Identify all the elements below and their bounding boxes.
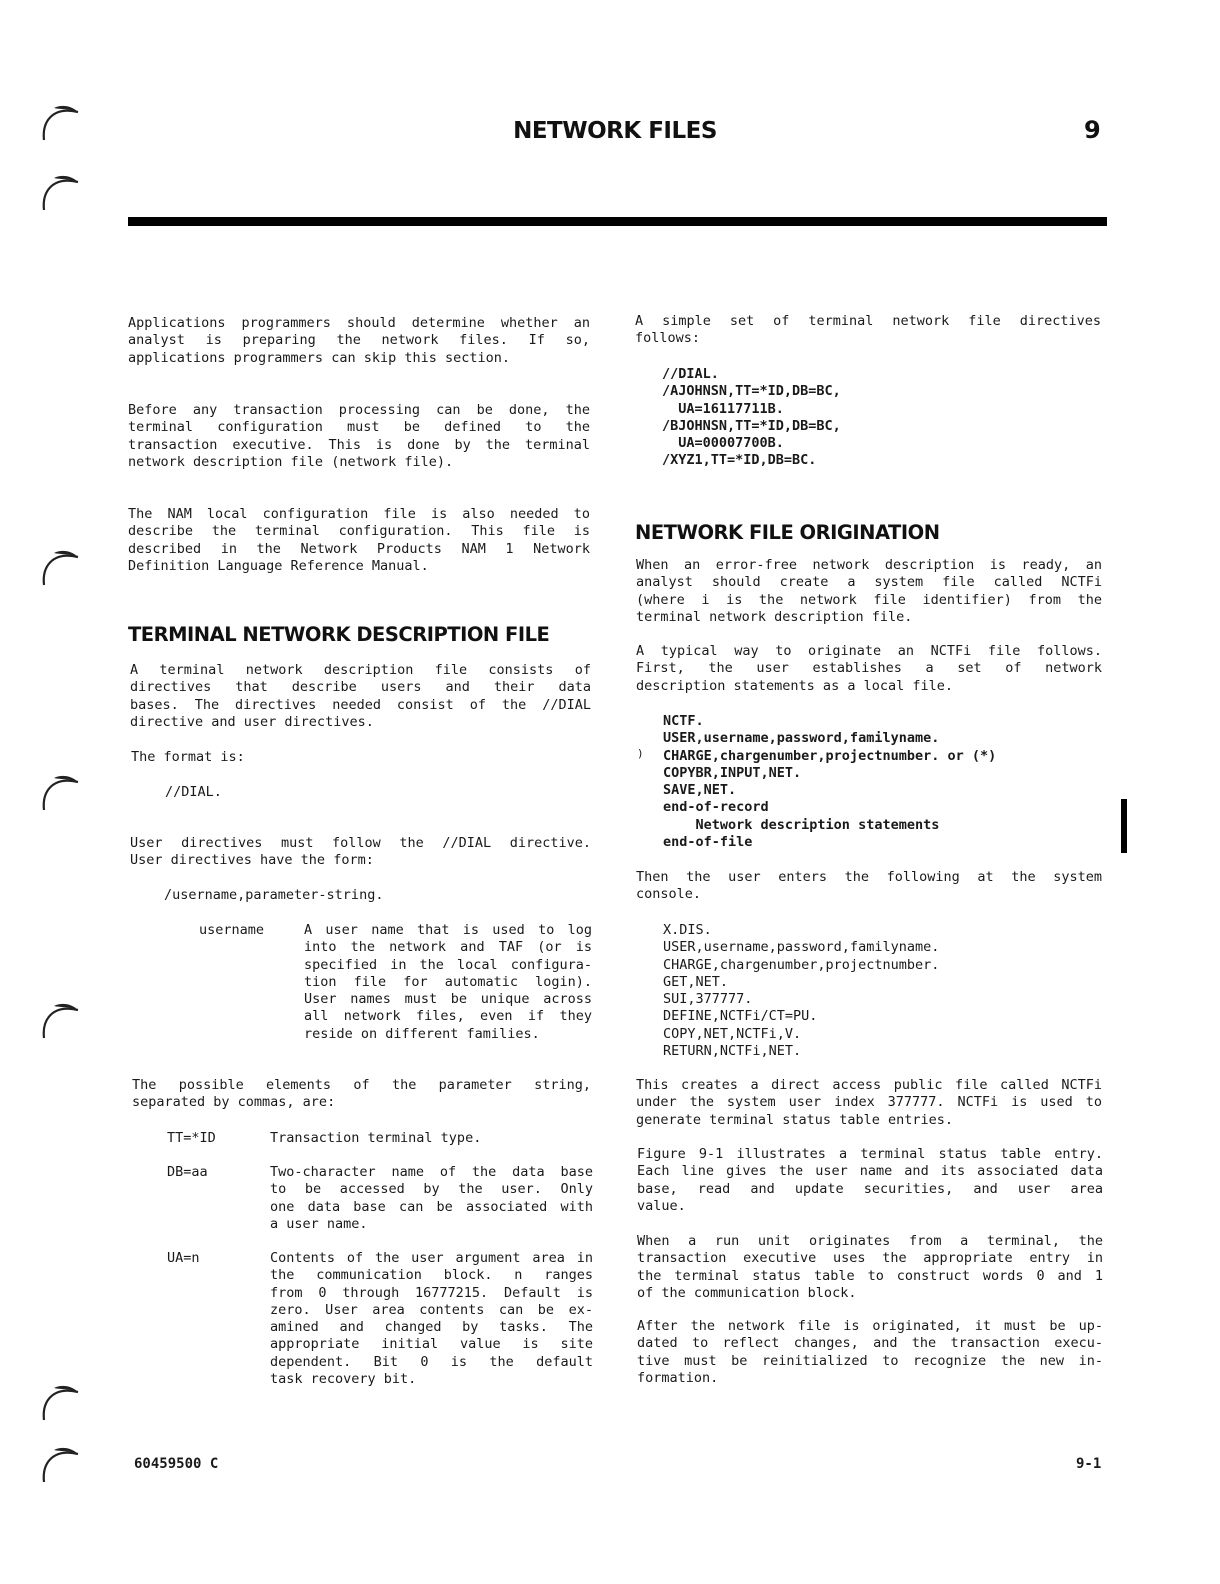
margin-mark: ) — [637, 747, 644, 760]
text-line: directive and user directives. — [130, 713, 374, 730]
code-line: X.DIS. — [663, 922, 712, 938]
text-line: of the communication block. — [637, 1284, 857, 1301]
text-line: follows: — [635, 330, 701, 347]
param-term: DB=aa — [167, 1164, 208, 1180]
header-rule — [128, 217, 1107, 226]
text-line: Then the user enters the following at the system — [636, 869, 1102, 885]
when-paragraph — [636, 557, 1102, 626]
figure-paragraph — [637, 1146, 1103, 1215]
text-line: Each line gives the user name and its associated data — [637, 1163, 1103, 1180]
intro-paragraph — [128, 315, 590, 367]
text-line: dependent. Bit 0 is the default — [270, 1353, 593, 1370]
punch-hole-mark — [40, 1442, 80, 1484]
param-description — [270, 1130, 593, 1147]
text-line: all network files, even if they — [304, 1008, 592, 1025]
format-code: //DIAL. — [165, 784, 222, 800]
code-line: USER,username,password,familyname. — [663, 730, 940, 747]
code-line: USER,username,password,familyname. — [663, 939, 940, 956]
code-line: SAVE,NET. — [663, 782, 737, 799]
text-line: tion file for automatic login). — [304, 973, 592, 990]
section-heading-origination: NETWORK FILE ORIGINATION — [635, 521, 940, 544]
document-number: 60459500 C — [134, 1456, 219, 1472]
text-line: applications programmers can skip this section. — [128, 349, 511, 366]
text-line: formation. — [637, 1369, 719, 1386]
code-line: CHARGE,chargenumber,projectnumber. or (*) — [663, 747, 997, 764]
text-line: base, read and update securities, and user area — [637, 1180, 1103, 1197]
simple-set-paragraph — [635, 313, 1101, 348]
username-description — [304, 922, 592, 1043]
text-line: Two-character name of the data base — [270, 1164, 593, 1180]
text-line: User names must be unique across — [304, 991, 592, 1008]
param-term: TT=*ID — [167, 1130, 216, 1146]
text-line: from 0 through 16777215. Default is — [270, 1284, 593, 1301]
format-label: The format is: — [131, 749, 245, 765]
code-line: DEFINE,NCTFi/CT=PU. — [663, 1008, 818, 1025]
code-line: end-of-file — [663, 834, 753, 851]
text-line: Figure 9-1 illustrates a terminal status table entry. — [637, 1146, 1103, 1162]
change-bar — [1121, 799, 1127, 853]
user-directive-paragraph — [130, 835, 591, 870]
text-line: zero. User area contents can be ex- — [270, 1301, 593, 1318]
text-line: User directives have the form: — [130, 852, 374, 869]
text-line: User directives must follow the //DIAL directive. — [130, 835, 591, 851]
run-unit-paragraph — [637, 1233, 1103, 1302]
text-line: This creates a direct access public file called NCTFi — [636, 1077, 1102, 1093]
text-line: Before any transaction processing can be done, the — [128, 402, 590, 418]
text-line: the communication block. n ranges — [270, 1267, 593, 1284]
text-line: separated by commas, are: — [132, 1094, 336, 1111]
text-line: analyst should create a system file called NCTFi — [636, 574, 1102, 591]
punch-hole-mark — [40, 998, 80, 1040]
text-line: Transaction terminal type. — [270, 1130, 482, 1146]
code-line: //DIAL. — [662, 366, 719, 382]
punch-hole-mark — [40, 545, 80, 587]
user-form-code: /username,parameter-string. — [164, 887, 384, 903]
text-line: under the system user index 377777. NCTFi is used to — [636, 1094, 1102, 1111]
text-line: A user name that is used to log — [304, 922, 592, 938]
text-line: a user name. — [270, 1215, 368, 1232]
then-paragraph — [636, 869, 1102, 904]
text-line: bases. The directives needed consist of the //DIAL — [130, 696, 591, 713]
text-line: (where i is the network file identifier) from the — [636, 591, 1102, 608]
text-line: transaction executive. This is done by the terminal — [128, 436, 590, 453]
punch-hole-mark — [40, 170, 80, 212]
typical-paragraph — [636, 643, 1102, 695]
text-line: to be accessed by the user. Only — [270, 1181, 593, 1198]
text-line: console. — [636, 886, 702, 903]
text-line: specified in the local configura- — [304, 956, 592, 973]
code-line: RETURN,NCTFi,NET. — [663, 1043, 802, 1060]
tndf-paragraph — [130, 662, 591, 731]
code-line: GET,NET. — [663, 973, 729, 990]
text-line: The NAM local configuration file is also needed to — [128, 506, 590, 522]
punch-hole-mark — [40, 1380, 80, 1422]
code-line: UA=16117711B. — [662, 400, 784, 417]
code-line: COPY,NET,NCTFi,V. — [663, 1025, 802, 1042]
code-line: SUI,377777. — [663, 991, 753, 1008]
text-line: one data base can be associated with — [270, 1198, 593, 1215]
text-line: tive must be reinitialized to recognize the new in- — [637, 1352, 1103, 1369]
code-line: NCTF. — [663, 713, 704, 729]
elements-paragraph — [132, 1077, 591, 1112]
creates-paragraph — [636, 1077, 1102, 1129]
code-line: COPYBR,INPUT,NET. — [663, 764, 802, 781]
code-line: /BJOHNSN,TT=*ID,DB=BC, — [662, 417, 841, 434]
text-line: A terminal network description file consists of — [130, 662, 591, 678]
console-commands-code — [663, 922, 939, 1060]
text-line: Contents of the user argument area in — [270, 1250, 593, 1266]
username-term: username — [199, 922, 265, 938]
text-line: The possible elements of the parameter string, — [132, 1077, 591, 1093]
text-line: When an error-free network description is ready, an — [636, 557, 1102, 573]
param-description — [270, 1250, 593, 1388]
code-line: /XYZ1,TT=*ID,DB=BC. — [662, 452, 817, 469]
text-line: First, the user establishes a set of network — [636, 660, 1102, 677]
text-line: amined and changed by tasks. The — [270, 1319, 593, 1336]
job-deck-code — [663, 713, 996, 851]
simple-directives-code — [662, 366, 841, 470]
text-line: transaction executive uses the appropriate entry in — [637, 1250, 1103, 1267]
text-line: When a run unit originates from a terminal, the — [637, 1233, 1103, 1249]
text-line: generate terminal status table entries. — [636, 1111, 953, 1128]
section-heading-tndf: TERMINAL NETWORK DESCRIPTION FILE — [128, 623, 550, 646]
text-line: description statements as a local file. — [636, 677, 953, 694]
text-line: Applications programmers should determine whether an — [128, 315, 590, 331]
text-line: described in the Network Products NAM 1 Network — [128, 540, 590, 557]
code-line: /AJOHNSN,TT=*ID,DB=BC, — [662, 383, 841, 400]
text-line: describe the terminal configuration. This file is — [128, 523, 590, 540]
before-paragraph — [128, 402, 590, 471]
text-line: A typical way to originate an NCTFi file follows. — [636, 643, 1102, 659]
nam-paragraph — [128, 506, 590, 575]
punch-hole-mark — [40, 770, 80, 812]
code-line: Network description statements — [663, 816, 940, 833]
text-line: A simple set of terminal network file directives — [635, 313, 1101, 329]
text-line: network description file (network file). — [128, 453, 454, 470]
text-line: reside on different families. — [304, 1025, 540, 1042]
page-number: 9-1 — [1076, 1456, 1102, 1472]
text-line: appropriate initial value is site — [270, 1336, 593, 1353]
text-line: terminal network description file. — [636, 608, 913, 625]
code-line: end-of-record — [663, 799, 769, 816]
param-description — [270, 1164, 593, 1233]
text-line: the terminal status table to construct words 0 and 1 — [637, 1267, 1103, 1284]
text-line: dated to reflect changes, and the transaction execu- — [637, 1335, 1103, 1352]
code-line: CHARGE,chargenumber,projectnumber. — [663, 956, 940, 973]
code-line: UA=00007700B. — [662, 435, 784, 452]
text-line: terminal configuration must be defined to the — [128, 419, 590, 436]
page-title: NETWORK FILES — [513, 118, 717, 144]
chapter-number: 9 — [1084, 116, 1101, 144]
param-term: UA=n — [167, 1250, 200, 1266]
text-line: into the network and TAF (or is — [304, 939, 592, 956]
text-line: task recovery bit. — [270, 1371, 417, 1388]
text-line: directives that describe users and their data — [130, 679, 591, 696]
text-line: Definition Language Reference Manual. — [128, 557, 429, 574]
text-line: analyst is preparing the network files. If so, — [128, 332, 590, 349]
after-paragraph — [637, 1318, 1103, 1387]
text-line: After the network file is originated, it must be up- — [637, 1318, 1103, 1334]
text-line: value. — [637, 1197, 686, 1214]
